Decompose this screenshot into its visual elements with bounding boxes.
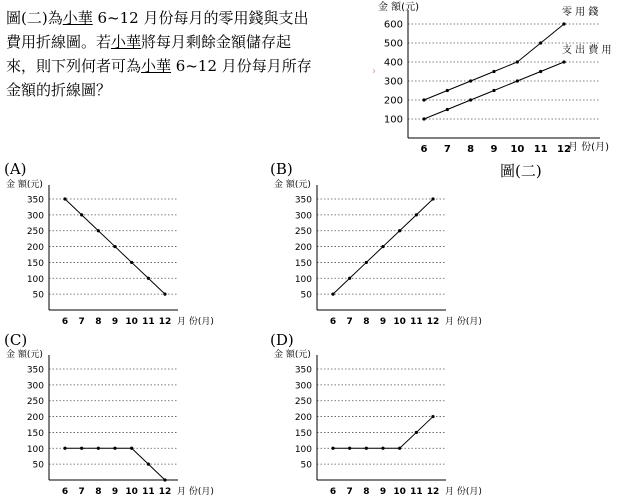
x-tick-label: 10 <box>393 487 406 497</box>
question-line <box>6 78 351 102</box>
y-tick-label: 350 <box>26 365 44 376</box>
y-tick-label: 500 <box>383 38 403 50</box>
x-tick-label: 9 <box>111 487 119 497</box>
x-tick-label: 12 <box>426 317 440 327</box>
y-tick-label: 350 <box>294 365 312 376</box>
x-tick-label: 8 <box>363 317 370 327</box>
y-tick-label: 350 <box>294 195 312 206</box>
y-tick-label: 600 <box>383 19 403 31</box>
data-point <box>348 447 351 450</box>
data-point <box>398 447 401 450</box>
y-tick-label: 250 <box>294 227 312 238</box>
y-tick-label: 50 <box>32 290 44 301</box>
data-point <box>422 98 425 101</box>
x-axis-label: 月 份(月) <box>177 317 214 327</box>
question-line <box>6 6 351 30</box>
data-point <box>163 293 166 296</box>
y-tick-label: 150 <box>294 428 312 439</box>
data-point <box>492 89 495 92</box>
data-point <box>63 197 66 200</box>
data-point <box>348 277 351 280</box>
x-tick-label: 7 <box>78 487 85 497</box>
x-axis-label: 月 份(月) <box>445 487 482 497</box>
x-tick-label: 8 <box>95 487 102 497</box>
option-a-label: (A) <box>4 160 27 178</box>
data-point <box>163 478 166 481</box>
x-tick-label: 11 <box>410 487 423 497</box>
y-tick-label: 100 <box>26 444 44 455</box>
y-tick-label: 150 <box>26 428 44 439</box>
question-segment: 費用折線圖。若 <box>6 33 112 51</box>
x-tick-label: 9 <box>379 487 387 497</box>
data-point <box>469 79 472 82</box>
question-segment: 將每月剩餘金額儲存起 <box>141 33 292 51</box>
y-tick-label: 150 <box>26 258 44 269</box>
data-point <box>147 277 150 280</box>
data-point <box>415 213 418 216</box>
data-point <box>516 60 519 63</box>
data-point <box>147 463 150 466</box>
data-point <box>113 447 116 450</box>
data-point <box>469 98 472 101</box>
y-tick-label: 200 <box>26 243 44 254</box>
x-tick-label: 6 <box>329 487 337 497</box>
data-point <box>365 447 368 450</box>
y-axis-label: 金 額(元) <box>378 2 419 13</box>
data-point <box>381 447 384 450</box>
y-tick-label: 150 <box>294 258 312 269</box>
series-line <box>424 24 564 100</box>
x-axis-label: 月 份(月) <box>445 317 482 327</box>
data-point <box>415 431 418 434</box>
question-segment: 金額的折線圖？ <box>6 81 112 99</box>
y-tick-label: 50 <box>32 460 44 471</box>
data-point <box>562 22 565 25</box>
x-tick-label: 11 <box>533 144 548 155</box>
data-point <box>331 447 334 450</box>
stray-mark: › <box>372 66 376 77</box>
x-tick-label: 10 <box>510 144 525 155</box>
question-segment: 6~12 月份每月所存 <box>171 57 312 75</box>
underlined-name: 小華 <box>111 33 142 51</box>
data-point <box>539 70 542 73</box>
x-tick-label: 12 <box>557 144 571 155</box>
x-tick-label: 12 <box>158 317 172 327</box>
x-tick-label: 9 <box>111 317 119 327</box>
data-point <box>80 213 83 216</box>
x-tick-label: 6 <box>420 144 428 155</box>
x-tick-label: 10 <box>393 317 406 327</box>
chart-option-d <box>268 345 508 499</box>
y-axis-label: 金 額(元) <box>6 180 43 190</box>
data-point <box>431 415 434 418</box>
chart-spending <box>376 0 626 160</box>
data-point <box>80 447 83 450</box>
x-tick-label: 7 <box>78 317 85 327</box>
data-point <box>130 447 133 450</box>
y-tick-label: 300 <box>26 381 44 392</box>
x-tick-label: 8 <box>363 487 370 497</box>
x-tick-label: 9 <box>490 144 498 155</box>
question-segment: 來，則下列何者可為 <box>6 57 142 75</box>
data-point <box>516 79 519 82</box>
data-point <box>446 89 449 92</box>
option-b-label: (B) <box>270 160 293 178</box>
y-tick-label: 300 <box>294 211 312 222</box>
chart-option-b <box>268 175 508 330</box>
x-tick-label: 11 <box>410 317 423 327</box>
data-point <box>97 229 100 232</box>
data-point <box>492 70 495 73</box>
x-tick-label: 10 <box>125 317 138 327</box>
data-point <box>381 245 384 248</box>
y-tick-label: 200 <box>26 413 44 424</box>
data-point <box>539 41 542 44</box>
y-tick-label: 250 <box>26 227 44 238</box>
y-tick-label: 100 <box>26 274 44 285</box>
x-tick-label: 11 <box>142 317 155 327</box>
question-line <box>6 30 351 54</box>
x-tick-label: 6 <box>61 317 69 327</box>
x-tick-label: 12 <box>158 487 172 497</box>
chart-option-c <box>0 345 240 499</box>
data-point <box>130 261 133 264</box>
y-axis-label: 金 額(元) <box>6 350 43 360</box>
data-point <box>97 447 100 450</box>
y-tick-label: 400 <box>383 57 403 69</box>
series-label: 零 用 錢 <box>562 7 599 18</box>
y-tick-label: 200 <box>294 413 312 424</box>
x-tick-label: 10 <box>125 487 138 497</box>
data-point <box>365 261 368 264</box>
option-c-label: (C) <box>4 331 28 349</box>
x-tick-label: 7 <box>346 317 353 327</box>
series-line <box>65 448 165 480</box>
x-tick-label: 9 <box>379 317 387 327</box>
data-point <box>113 245 116 248</box>
y-tick-label: 350 <box>26 195 44 206</box>
y-tick-label: 300 <box>294 381 312 392</box>
y-tick-label: 100 <box>294 444 312 455</box>
data-point <box>562 60 565 63</box>
data-point <box>446 108 449 111</box>
y-tick-label: 250 <box>294 397 312 408</box>
data-point <box>422 117 425 120</box>
x-tick-label: 6 <box>329 317 337 327</box>
y-axis-label: 金 額(元) <box>274 180 311 190</box>
figure-caption: 圖(二) <box>500 162 542 180</box>
data-point <box>63 447 66 450</box>
x-axis-label: 月 份(月) <box>177 487 214 497</box>
y-tick-label: 100 <box>383 114 403 126</box>
x-tick-label: 8 <box>467 144 475 155</box>
y-tick-label: 50 <box>300 290 312 301</box>
option-d-label: (D) <box>270 331 294 349</box>
data-point <box>398 229 401 232</box>
x-tick-label: 11 <box>142 487 155 497</box>
series-label: 支 出 費 用 <box>562 45 612 56</box>
series-line <box>333 417 433 449</box>
y-tick-label: 50 <box>300 460 312 471</box>
underlined-name: 小華 <box>62 9 93 27</box>
question-text <box>6 6 351 102</box>
y-tick-label: 300 <box>383 76 403 88</box>
data-point <box>331 293 334 296</box>
y-axis-label: 金 額(元) <box>274 350 311 360</box>
y-tick-label: 200 <box>383 95 403 107</box>
question-segment: 6~12 月份每月的零用錢與支出 <box>92 9 309 27</box>
question-segment: 圖(二)為 <box>6 9 63 27</box>
y-tick-label: 100 <box>294 274 312 285</box>
x-tick-label: 6 <box>61 487 69 497</box>
y-tick-label: 250 <box>26 397 44 408</box>
x-tick-label: 12 <box>426 487 440 497</box>
x-tick-label: 7 <box>346 487 353 497</box>
x-axis-label: 月 份(月) <box>568 142 609 153</box>
data-point <box>431 197 434 200</box>
chart-option-a <box>0 175 240 330</box>
y-tick-label: 200 <box>294 243 312 254</box>
x-tick-label: 7 <box>443 144 451 155</box>
question-line <box>6 54 351 78</box>
x-tick-label: 8 <box>95 317 102 327</box>
y-tick-label: 300 <box>26 211 44 222</box>
underlined-name: 小華 <box>141 57 172 75</box>
